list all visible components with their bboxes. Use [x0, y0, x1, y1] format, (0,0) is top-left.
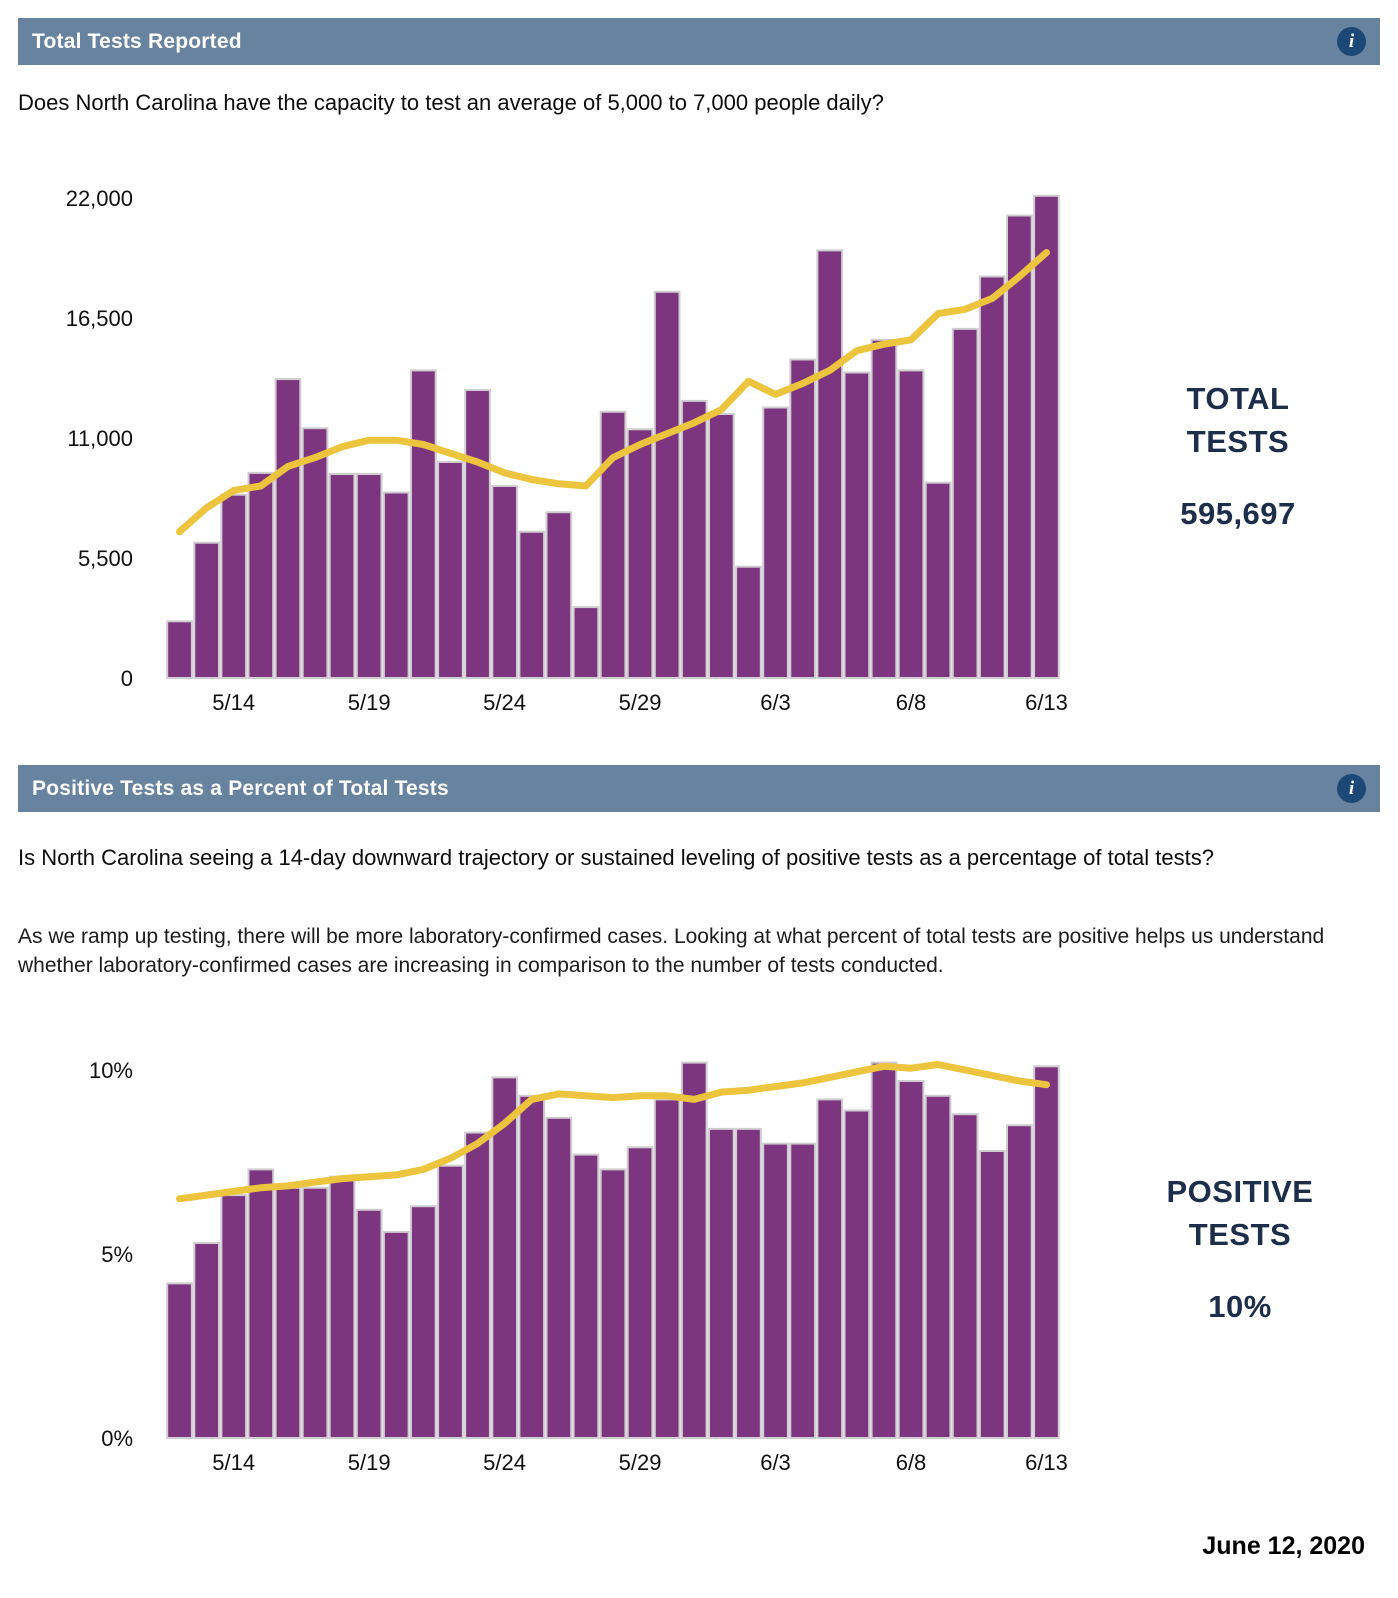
- bar-5/31: [682, 1063, 707, 1438]
- x-tick-label: 5/29: [618, 690, 662, 715]
- y-tick-label: 5,500: [77, 546, 133, 571]
- total-tests-annotation: [1108, 377, 1368, 532]
- bar-5/16: [276, 379, 301, 678]
- x-tick-label: 5/14: [212, 690, 256, 715]
- y-tick-label: 0%: [101, 1426, 133, 1451]
- bar-6/6: [845, 373, 870, 679]
- bar-6/5: [817, 250, 842, 678]
- bar-5/25: [519, 1096, 544, 1438]
- bar-5/29: [628, 429, 653, 678]
- question-text: Does North Carolina have the capacity to test an average of 5,000 to 7,000 people daily?: [18, 90, 884, 115]
- bar-6/4: [790, 1144, 815, 1438]
- bar-5/13: [194, 1243, 219, 1438]
- x-tick-label: 5/29: [618, 1450, 662, 1475]
- bar-5/15: [249, 1169, 274, 1438]
- bar-5/31: [682, 401, 707, 678]
- y-tick-label: 22,000: [65, 186, 133, 211]
- x-tick-label: 5/14: [212, 1450, 256, 1475]
- positive-tests-value: 10%: [1208, 1289, 1272, 1324]
- section-header-positive-tests: [18, 765, 1380, 812]
- bar-5/23: [465, 1133, 490, 1438]
- report-date: June 12, 2020: [1202, 1532, 1365, 1560]
- bar-5/16: [276, 1188, 301, 1438]
- bar-6/4: [790, 360, 815, 679]
- bar-5/18: [330, 1177, 355, 1438]
- y-tick-label: 5%: [101, 1242, 133, 1267]
- y-tick-label: 16,500: [65, 306, 133, 331]
- info-icon[interactable]: i: [1337, 774, 1366, 803]
- bar-5/19: [357, 1210, 382, 1438]
- y-tick-label: 11,000: [67, 426, 133, 451]
- bar-5/24: [492, 486, 517, 678]
- info-icon[interactable]: i: [1337, 27, 1366, 56]
- section-header-total-tests: [18, 18, 1380, 65]
- bar-5/26: [547, 1118, 572, 1438]
- bar-6/13: [1034, 196, 1059, 678]
- x-tick-label: 6/13: [1025, 1450, 1068, 1475]
- bar-5/12: [167, 1283, 192, 1438]
- bar-5/12: [167, 621, 192, 678]
- bar-6/11: [980, 277, 1005, 679]
- x-tick-label: 6/3: [760, 690, 791, 715]
- bar-6/3: [763, 408, 788, 679]
- x-tick-label: 5/19: [347, 1450, 391, 1475]
- description-text: As we ramp up testing, there will be more laboratory-confirmed cases. Looking at what percent of total tests are positive helps us understand whether laboratory-confirmed cases are increasing in comparison to the number of tests conducted.: [18, 925, 1325, 977]
- question-text: Is North Carolina seeing a 14-day downward trajectory or sustained leveling of positive tests as a percentage of total tests?: [18, 845, 1214, 870]
- bar-5/20: [384, 493, 409, 679]
- bar-5/20: [384, 1232, 409, 1438]
- bar-5/14: [221, 495, 246, 678]
- y-tick-label: 0: [120, 666, 133, 691]
- x-tick-label: 6/8: [895, 690, 927, 715]
- bar-5/29: [628, 1147, 653, 1438]
- annotation-line1: TOTAL: [1186, 381, 1290, 416]
- bar-5/19: [357, 474, 382, 678]
- bar-6/3: [763, 1144, 788, 1438]
- annotation-line2: TESTS: [1186, 424, 1290, 459]
- section-title: Positive Tests as a Percent of Total Tests: [32, 777, 449, 800]
- bar-6/7: [872, 1063, 897, 1438]
- x-tick-label: 6/3: [760, 1450, 791, 1475]
- x-tick-label: 5/19: [347, 690, 391, 715]
- bar-6/1: [709, 414, 734, 678]
- bar-5/26: [547, 512, 572, 678]
- bar-6/7: [872, 340, 897, 678]
- bar-6/10: [953, 1114, 978, 1438]
- x-tick-label: 5/24: [483, 690, 527, 715]
- bar-6/8: [899, 1081, 924, 1438]
- bar-6/13: [1034, 1066, 1059, 1438]
- x-tick-label: 6/8: [895, 1450, 927, 1475]
- section-title: Total Tests Reported: [32, 30, 242, 53]
- bar-5/18: [330, 474, 355, 678]
- bar-5/14: [221, 1195, 246, 1438]
- bar-6/5: [817, 1099, 842, 1438]
- bar-6/8: [899, 370, 924, 678]
- annotation-line1: POSITIVE: [1166, 1174, 1314, 1209]
- total-tests-value: 595,697: [1180, 496, 1296, 531]
- bar-5/30: [655, 1099, 680, 1438]
- bar-5/27: [574, 1155, 599, 1438]
- bar-5/13: [194, 543, 219, 678]
- x-tick-label: 5/24: [483, 1450, 527, 1475]
- x-tick-label: 6/13: [1025, 690, 1068, 715]
- bar-5/21: [411, 370, 436, 678]
- bar-5/27: [574, 607, 599, 678]
- bar-6/2: [736, 567, 761, 678]
- bar-5/30: [655, 292, 680, 678]
- bar-5/22: [438, 462, 463, 678]
- bar-5/25: [519, 532, 544, 678]
- bar-5/21: [411, 1206, 436, 1438]
- bar-6/10: [953, 329, 978, 678]
- bar-6/12: [1007, 1125, 1032, 1438]
- bar-5/17: [303, 428, 328, 678]
- bar-6/9: [926, 1096, 951, 1438]
- y-tick-label: 10%: [88, 1058, 133, 1083]
- bar-6/2: [736, 1129, 761, 1438]
- bar-5/17: [303, 1188, 328, 1438]
- bar-5/15: [249, 473, 274, 678]
- bar-6/1: [709, 1129, 734, 1438]
- annotation-line2: TESTS: [1188, 1217, 1292, 1252]
- positive-tests-annotation: [1115, 1170, 1365, 1325]
- bar-5/22: [438, 1166, 463, 1438]
- bar-5/28: [601, 1169, 626, 1438]
- bar-5/23: [465, 390, 490, 678]
- bar-6/9: [926, 483, 951, 678]
- bar-6/6: [845, 1111, 870, 1439]
- bar-6/11: [980, 1151, 1005, 1438]
